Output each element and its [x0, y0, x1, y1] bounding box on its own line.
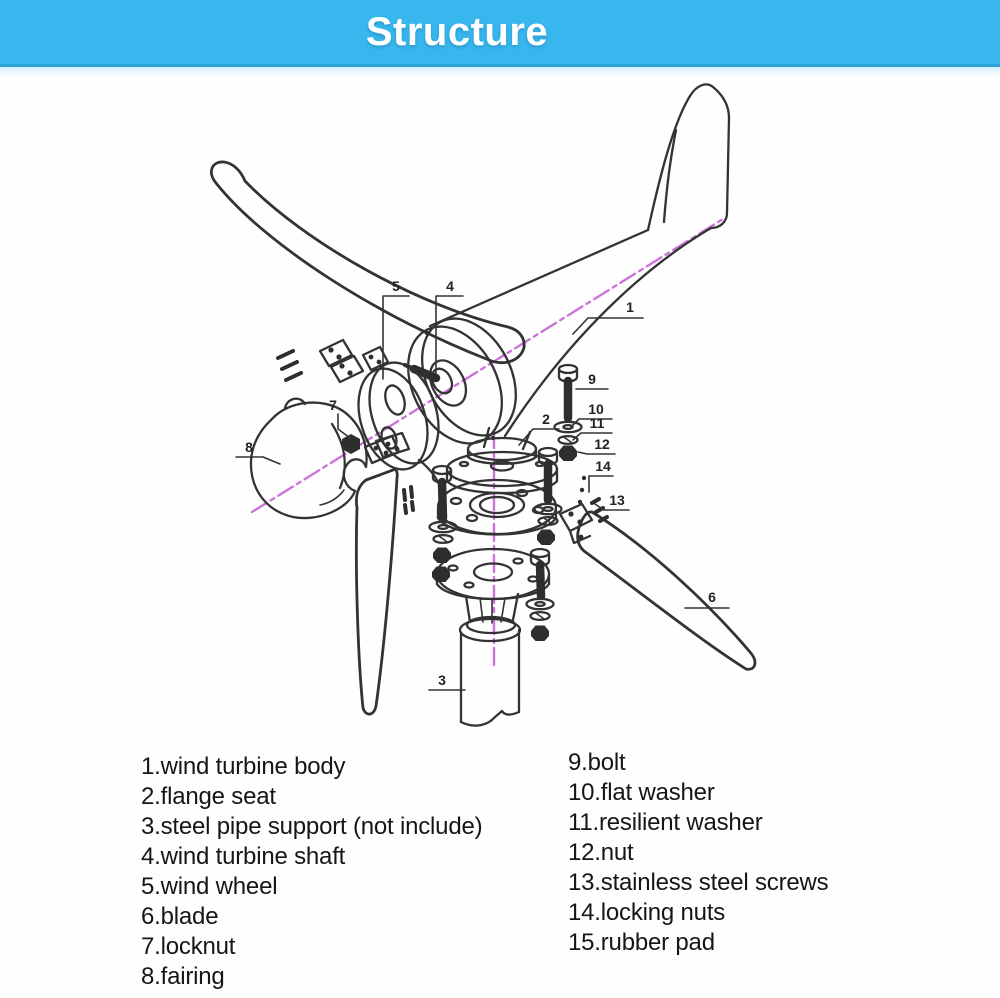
legend-item: 3.steel pipe support (not include)	[141, 813, 483, 840]
legend-item: 12.nut	[568, 839, 634, 866]
blade-lower-right	[560, 504, 755, 669]
callout-8: 8	[245, 439, 253, 455]
legend-item: 4.wind turbine shaft	[141, 843, 346, 870]
callout-12: 12	[594, 436, 610, 452]
legend-item: 2.flange seat	[141, 783, 276, 810]
fastener-stack-exploded	[555, 365, 582, 461]
legend-item: 14.locking nuts	[568, 899, 726, 926]
legend-column-right	[568, 748, 828, 958]
legend-item: 15.rubber pad	[568, 929, 715, 956]
callout-13: 13	[609, 492, 625, 508]
stainless-screws-dotted	[578, 476, 607, 521]
legend-column-left	[141, 752, 482, 992]
legend-item: 1.wind turbine body	[141, 753, 346, 780]
blade-down	[356, 436, 413, 714]
legend-item: 11.resilient washer	[568, 809, 763, 836]
steel-pipe-support	[460, 619, 520, 726]
locknut	[342, 434, 360, 454]
callout-9: 9	[588, 371, 596, 387]
callout-2: 2	[542, 411, 550, 427]
callout-6: 6	[708, 589, 716, 605]
callout-numbers	[245, 278, 716, 688]
turbine-body	[389, 84, 729, 459]
legend-item: 8.fairing	[141, 963, 225, 990]
callout-1: 1	[626, 299, 634, 315]
legend-item: 13.stainless steel screws	[568, 869, 829, 896]
blade-upper-left	[211, 162, 524, 382]
legend-item: 7.locknut	[141, 933, 236, 960]
callout-4: 4	[446, 278, 454, 294]
callout-11: 11	[589, 415, 605, 431]
page-title: Structure	[365, 9, 549, 54]
callout-10: 10	[588, 401, 604, 417]
legend-item: 5.wind wheel	[141, 873, 278, 900]
callout-3: 3	[438, 672, 446, 688]
legend-item: 10.flat washer	[568, 779, 715, 806]
axis-centerline-diagonal	[252, 219, 723, 512]
callout-7: 7	[329, 397, 337, 413]
legend-item: 9.bolt	[568, 749, 626, 776]
callout-14: 14	[595, 458, 611, 474]
callout-5: 5	[392, 278, 400, 294]
legend-item: 6.blade	[141, 903, 219, 930]
